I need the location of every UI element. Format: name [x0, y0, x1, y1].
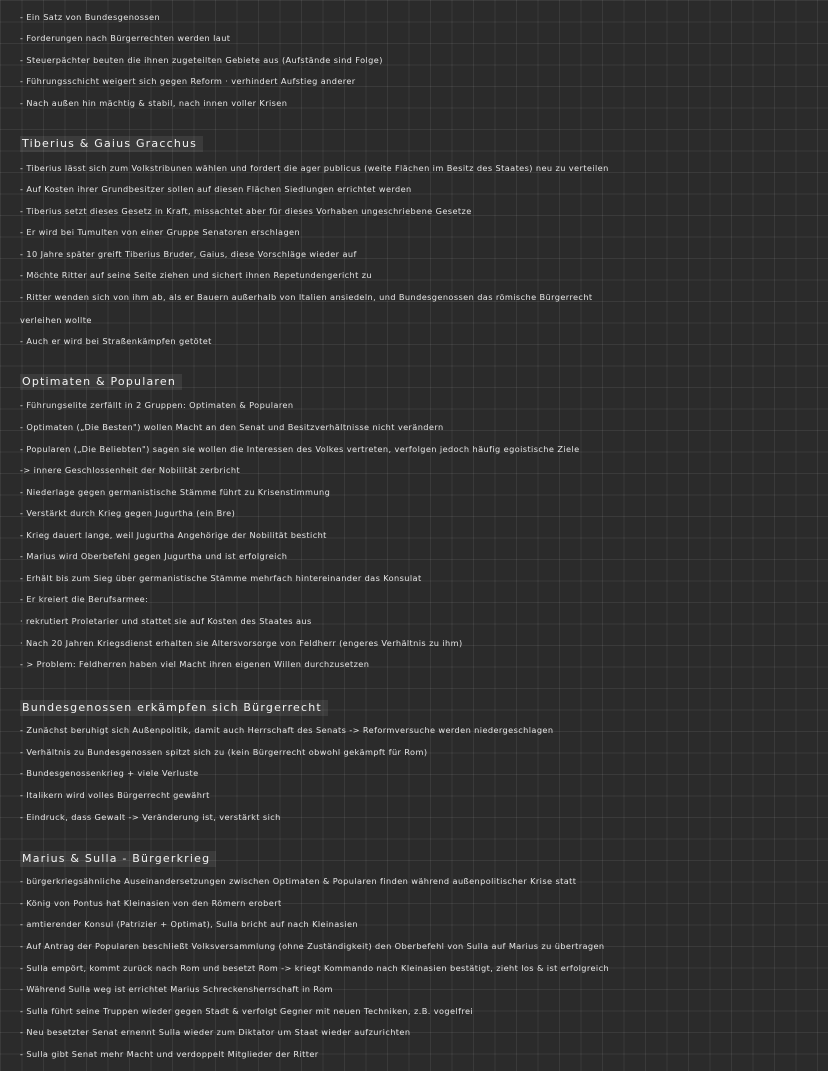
note-line: - Neu besetzter Senat ernennt Sulla wieder zum Diktator um Staat wieder aufzurichten	[20, 1027, 411, 1037]
note-line: - Auch er wird bei Straßenkämpfen getötet	[20, 336, 212, 346]
note-line: - Während Sulla weg ist errichtet Marius Schreckensherrschaft in Rom	[20, 984, 333, 994]
note-line: - Er kreiert die Berufsarmee:	[20, 594, 149, 604]
note-line: - Auf Antrag der Popularen beschließt Volksversammlung (ohne Zuständigkeit) den Oberbefehl von Sulla auf Marius zu übertragen	[20, 941, 605, 951]
note-line: - Sulla empört, kommt zurück nach Rom und besetzt Rom -> kriegt Kommando nach Kleinasien bestätigt, zieht los & ist erfolgreich	[20, 963, 610, 973]
note-line: - Ein Satz von Bundesgenossen	[20, 12, 161, 22]
note-line: - > Problem: Feldherren haben viel Macht ihren eigenen Willen durchzusetzen	[20, 659, 370, 669]
note-line: - Erhält bis zum Sieg über germanistische Stämme mehrfach hintereinander das Konsulat	[20, 573, 422, 583]
section-heading: Optimaten & Popularen	[20, 374, 182, 390]
note-line: - Italikern wird volles Bürgerrecht gewährt	[20, 790, 210, 800]
note-line: - Verstärkt durch Krieg gegen Jugurtha (ein Bre)	[20, 508, 236, 518]
note-line: - Sulla führt seine Truppen wieder gegen Stadt & verfolgt Gegner mit neuen Techniken, z.B. vogelfrei	[20, 1006, 474, 1016]
note-line: - Ritter wenden sich von ihm ab, als er Bauern außerhalb von Italien ansiedeln, und Bundesgenossen das römische Bürgerrecht	[20, 292, 593, 302]
note-line: - Marius wird Oberbefehl gegen Jugurtha und ist erfolgreich	[20, 551, 288, 561]
section-heading: Tiberius & Gaius Gracchus	[20, 136, 203, 152]
note-line: - 10 Jahre später greift Tiberius Bruder, Gaius, diese Vorschläge wieder auf	[20, 249, 357, 259]
note-line: - Optimaten („Die Besten") wollen Macht an den Senat und Besitzverhältnisse nicht verändern	[20, 422, 444, 432]
note-line: - Führungselite zerfällt in 2 Gruppen: Optimaten & Popularen	[20, 400, 294, 410]
section-heading: Marius & Sulla - Bürgerkrieg	[20, 851, 216, 867]
note-line: - Forderungen nach Bürgerrechten werden laut	[20, 33, 231, 43]
note-line: - Steuerpächter beuten die ihnen zugeteilten Gebiete aus (Aufstände sind Folge)	[20, 55, 383, 65]
section-heading: Bundesgenossen erkämpfen sich Bürgerrecht	[20, 700, 328, 716]
note-line: - Krieg dauert lange, weil Jugurtha Angehörige der Nobilität besticht	[20, 530, 327, 540]
note-line: - Verhältnis zu Bundesgenossen spitzt sich zu (kein Bürgerrecht obwohl gekämpft für Rom)	[20, 747, 428, 757]
note-line: - Sulla gibt Senat mehr Macht und verdoppelt Mitglieder der Ritter	[20, 1049, 319, 1059]
note-line: - Eindruck, dass Gewalt -> Veränderung ist, verstärkt sich	[20, 812, 281, 822]
note-line: - König von Pontus hat Kleinasien von den Römern erobert	[20, 898, 282, 908]
note-line: verleihen wollte	[20, 315, 92, 325]
note-line: - Er wird bei Tumulten von einer Gruppe Senatoren erschlagen	[20, 227, 301, 237]
note-line: - Möchte Ritter auf seine Seite ziehen und sichert ihnen Repetundengericht zu	[20, 270, 373, 280]
note-line: · Nach 20 Jahren Kriegsdienst erhalten sie Altersvorsorge von Feldherr (engeres Verhältnis zu ihm)	[20, 638, 463, 648]
note-line: - Niederlage gegen germanistische Stämme führt zu Krisenstimmung	[20, 487, 331, 497]
note-line: · rekrutiert Proletarier und stattet sie auf Kosten des Staates aus	[20, 616, 312, 626]
note-line: - Zunächst beruhigt sich Außenpolitik, damit auch Herrschaft des Senats -> Reformversuche werden niedergeschlagen	[20, 725, 554, 735]
note-line: - Auf Kosten ihrer Grundbesitzer sollen auf diesen Flächen Siedlungen errichtet werden	[20, 184, 412, 194]
note-line: -> innere Geschlossenheit der Nobilität zerbricht	[20, 465, 241, 475]
note-line: - bürgerkriegsähnliche Auseinandersetzungen zwischen Optimaten & Popularen finden während außenpolitischer Krise statt	[20, 876, 577, 886]
note-line: - Führungsschicht weigert sich gegen Reform · verhindert Aufstieg anderer	[20, 76, 356, 86]
note-line: - Tiberius setzt dieses Gesetz in Kraft, missachtet aber für dieses Vorhaben ungeschriebene Gesetze	[20, 206, 472, 216]
note-line: - Nach außen hin mächtig & stabil, nach innen voller Krisen	[20, 98, 288, 108]
note-line: - Tiberius lässt sich zum Volkstribunen wählen und fordert die ager publicus (weite Flächen im Besitz des Staates) neu zu verteilen	[20, 163, 609, 173]
note-line: - Popularen („Die Beliebten") sagen sie wollen die Interessen des Volkes vertreten, verfolgen jedoch häufig egoistische Ziele	[20, 444, 580, 454]
note-line: - amtierender Konsul (Patrizier + Optimat), Sulla bricht auf nach Kleinasien	[20, 919, 358, 929]
note-line: - Bundesgenossenkrieg + viele Verluste	[20, 768, 199, 778]
